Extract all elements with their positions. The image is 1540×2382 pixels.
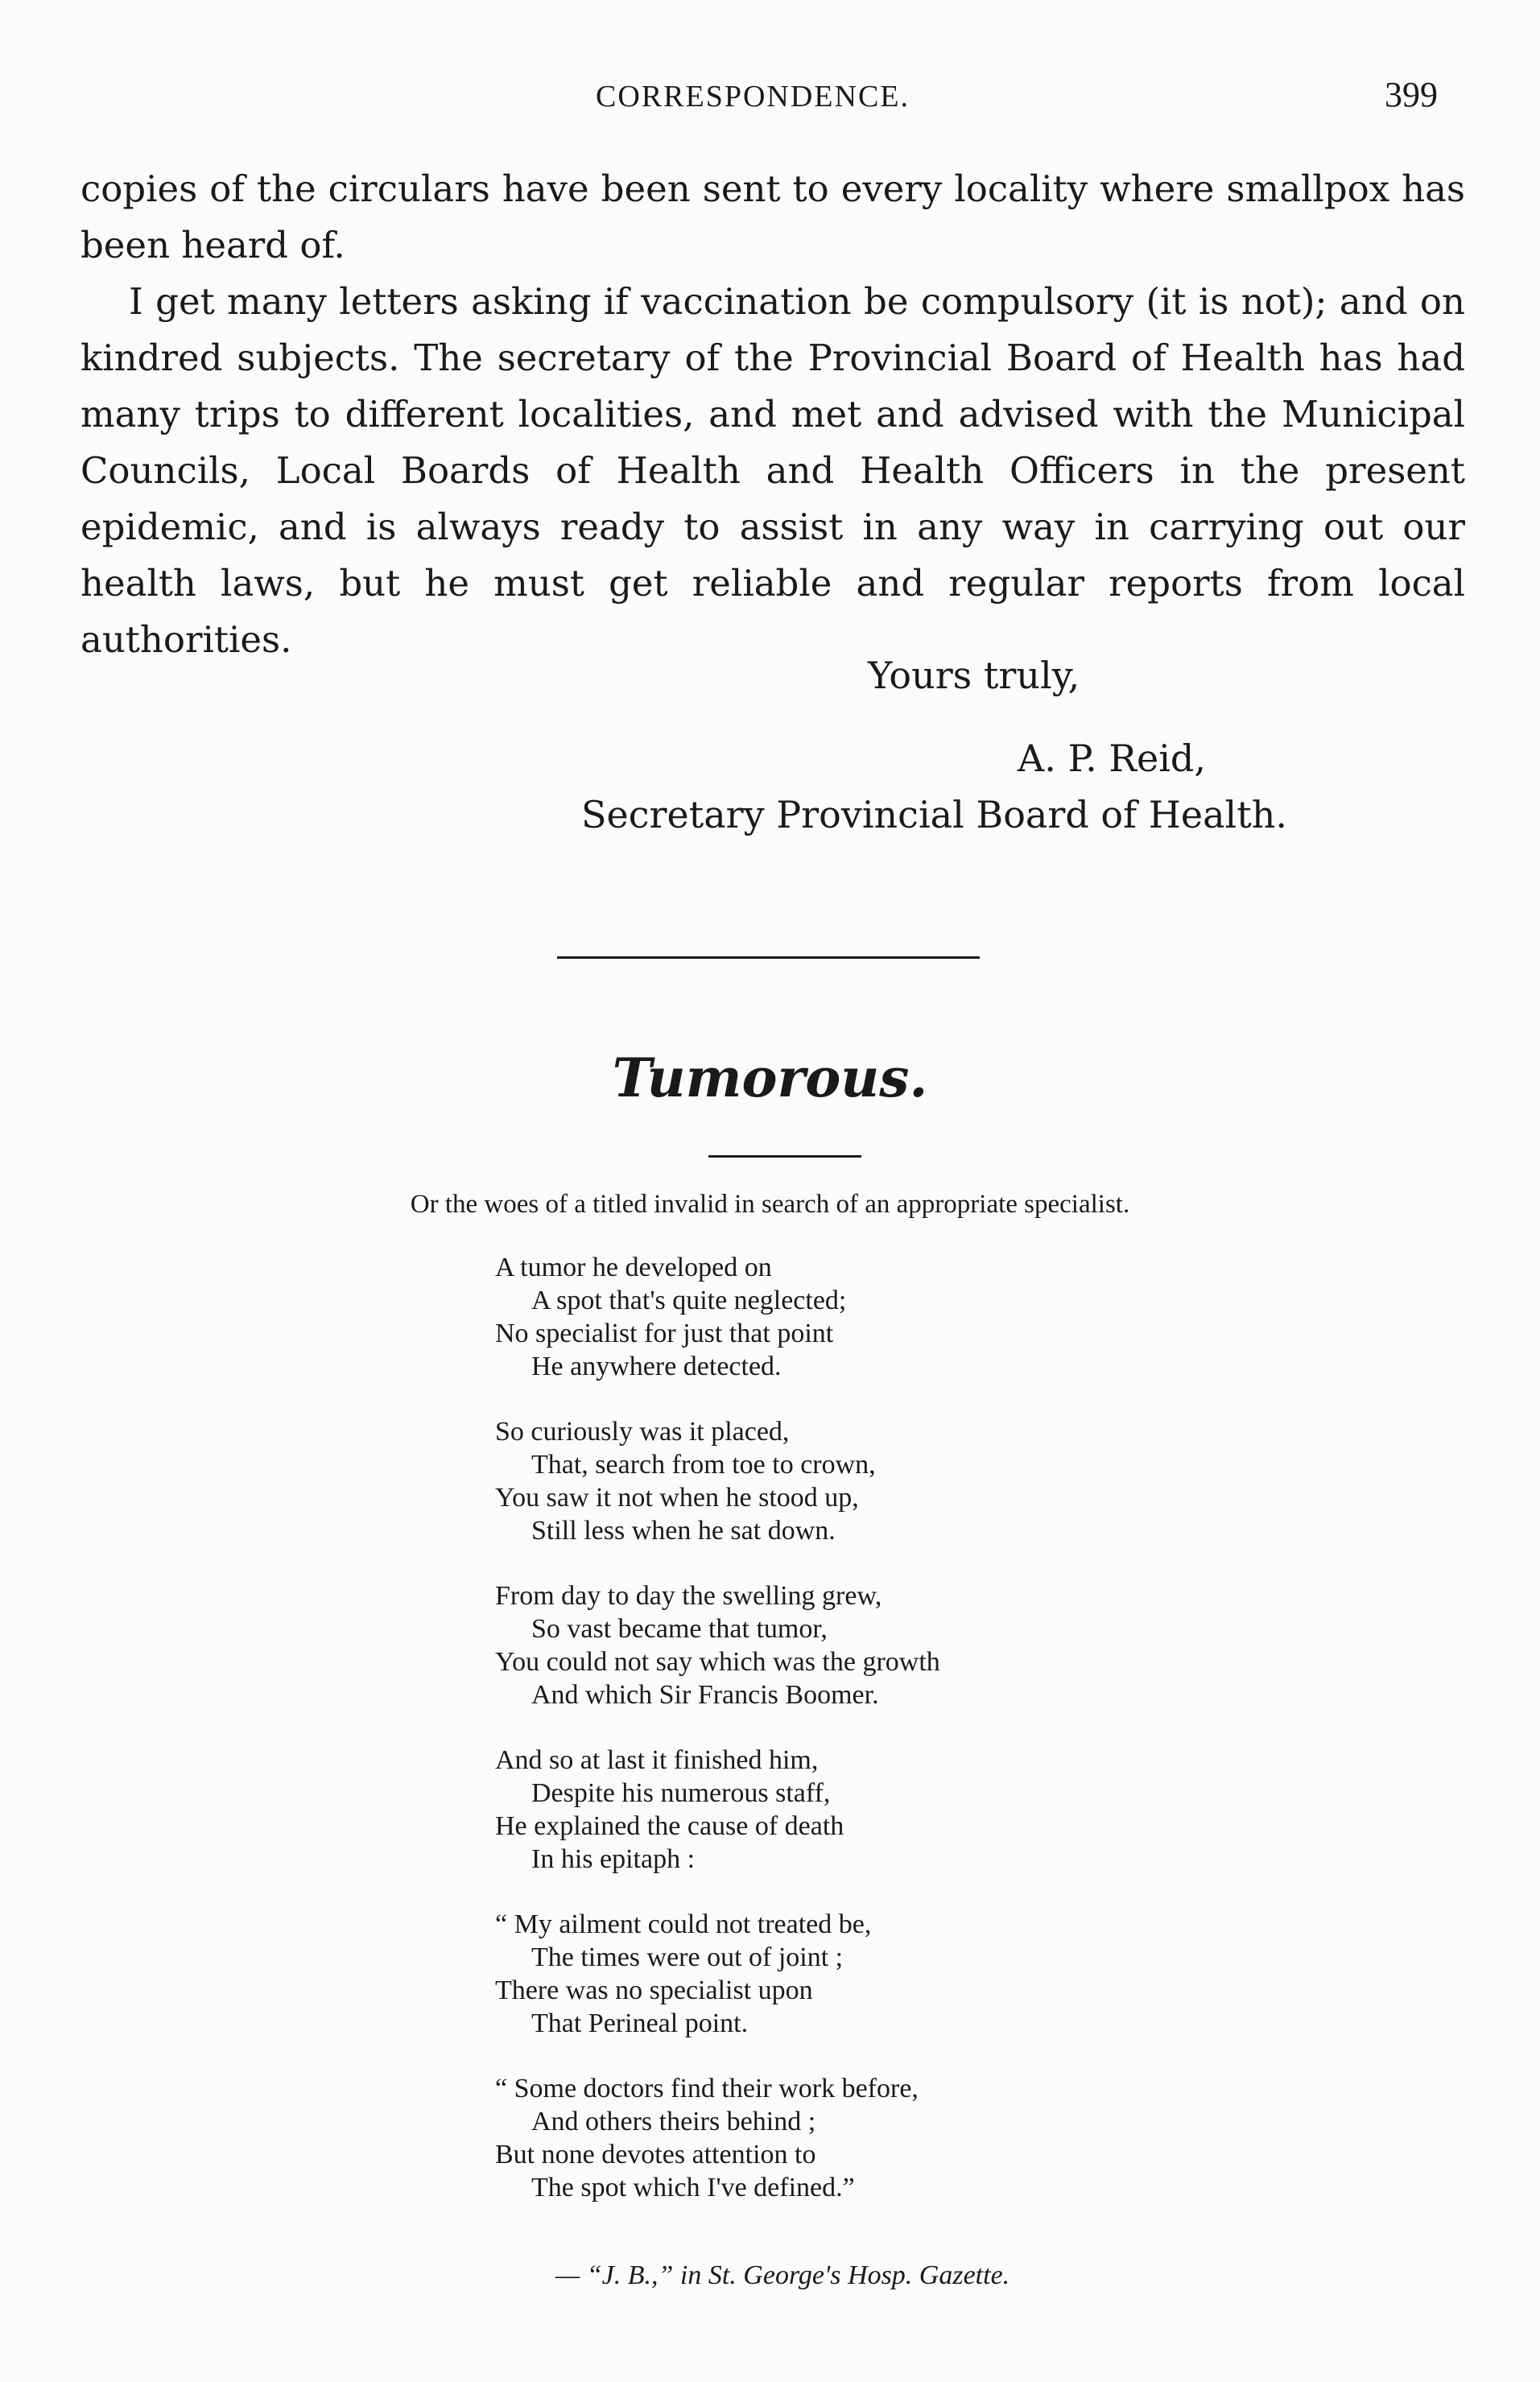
poem-line: The spot which I've defined.”: [531, 2173, 855, 2202]
poem-line: And so at last it finished him,: [495, 1745, 819, 1775]
poem-stanza: [495, 2072, 940, 2204]
section-heading: Tumorous.: [612, 1047, 928, 1109]
poem-attribution: — “J. B.,” in St. George's Hosp. Gazette.: [555, 2260, 1010, 2290]
poem-line: So vast became that tumor,: [531, 1614, 828, 1644]
letter-signer-title: Secretary Provincial Board of Health.: [581, 793, 1287, 836]
poem-line: That, search from toe to crown,: [531, 1450, 876, 1480]
section-subtitle: Or the woes of a titled invalid in search of an appropriate specialist.: [410, 1190, 1130, 1219]
poem-line: You saw it not when he stood up,: [495, 1483, 859, 1513]
poem-stanza: [495, 1415, 940, 1547]
page-number: 399: [1385, 75, 1438, 114]
poem-line: A spot that's quite neglected;: [531, 1286, 847, 1315]
poem-line: “ My ailment could not treated be,: [495, 1909, 872, 1939]
letter-paragraph: I get many letters asking if vaccination be compulsory (it is not); and on kindred subjects. The secretary of the Provincial Board of Health has had many trips to different localities, and met and advised with the Municipal Councils, Local Boards of Health and Health Officers in the present epidemic, and is always ready to assist in any way in carrying out our health laws, but he must get reliable and regular reports from local authorities.: [81, 280, 1465, 661]
poem-line: Despite his numerous staff,: [531, 1778, 831, 1808]
poem: [495, 1251, 940, 2236]
poem-line: A tumor he developed on: [495, 1253, 772, 1282]
running-head: CORRESPONDENCE.: [596, 80, 910, 114]
poem-stanza: [495, 1579, 940, 1711]
poem-line: But none devotes attention to: [495, 2140, 816, 2169]
heading-underline: [708, 1155, 861, 1158]
poem-line: You could not say which was the growth: [495, 1647, 940, 1677]
poem-line: He explained the cause of death: [495, 1811, 844, 1841]
letter-body: [81, 161, 1465, 668]
poem-line: So curiously was it placed,: [495, 1417, 790, 1447]
poem-line: The times were out of joint ;: [531, 1942, 844, 1972]
section-divider: [557, 956, 980, 959]
poem-line: There was no specialist upon: [495, 1975, 813, 2005]
poem-line: No specialist for just that point: [495, 1319, 834, 1348]
letter-signer: A. P. Reid,: [1018, 737, 1206, 780]
poem-line: Still less when he sat down.: [531, 1516, 836, 1546]
poem-stanza: [495, 1251, 940, 1383]
poem-line: He anywhere detected.: [531, 1352, 782, 1381]
poem-line: From day to day the swelling grew,: [495, 1581, 882, 1611]
letter-closing: Yours truly,: [868, 654, 1080, 697]
poem-line: That Perineal point.: [531, 2008, 749, 2038]
poem-line: “ Some doctors find their work before,: [495, 2074, 919, 2103]
poem-line: And others theirs behind ;: [531, 2107, 816, 2136]
poem-stanza: [495, 1908, 940, 2040]
poem-line: In his epitaph :: [531, 1844, 696, 1874]
letter-paragraph: copies of the circulars have been sent to every locality where smallpox has been heard of.: [81, 167, 1465, 266]
poem-line: And which Sir Francis Boomer.: [531, 1680, 879, 1710]
poem-stanza: [495, 1744, 940, 1876]
